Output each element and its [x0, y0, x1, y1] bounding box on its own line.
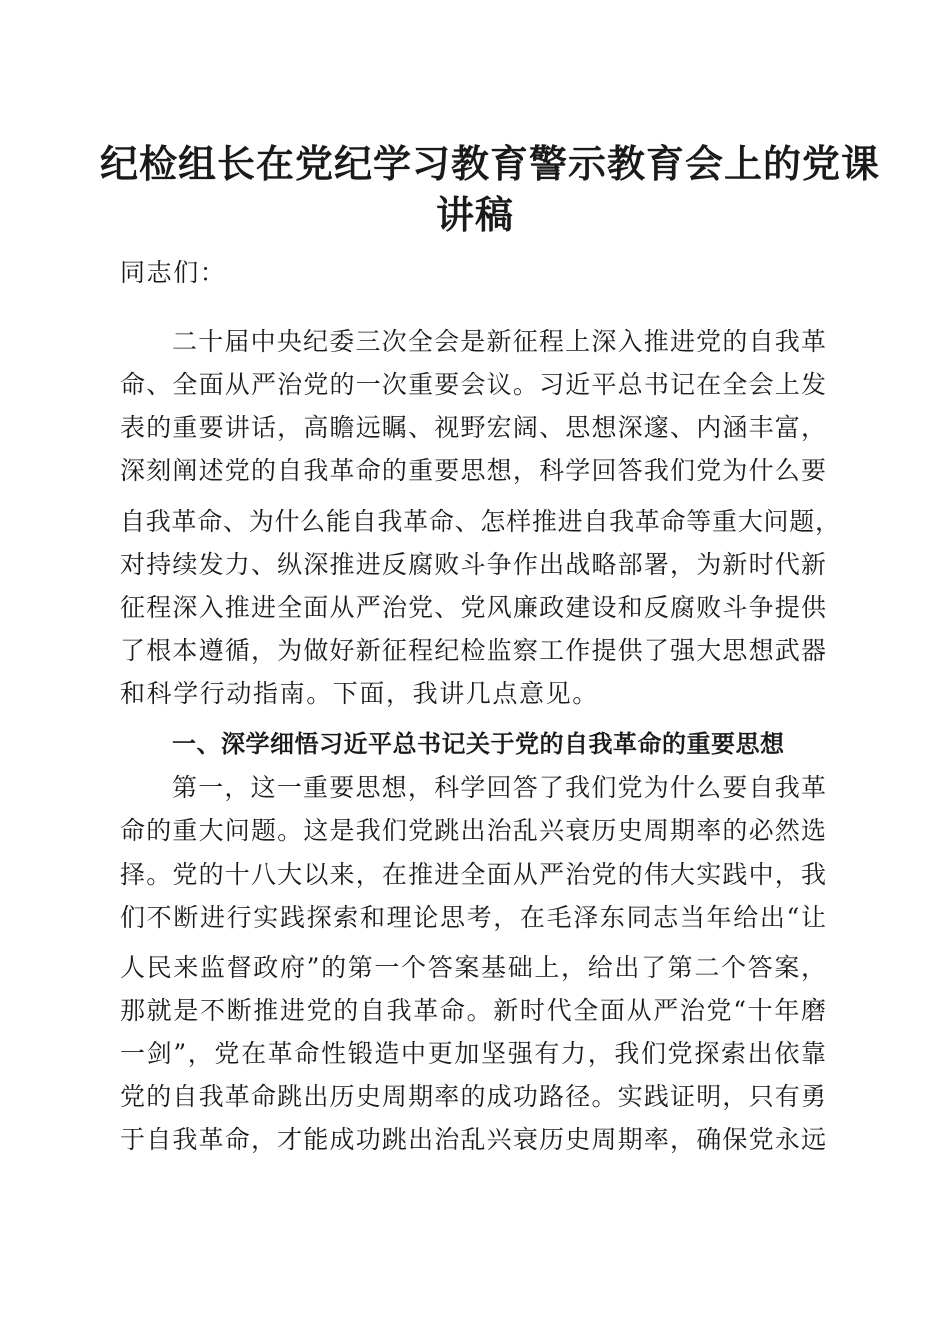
paragraph-2-line: 择。党的十八大以来，在推进全面从严治党的伟大实践中，我	[120, 860, 826, 889]
section-heading-1: 一、深学细悟习近平总书记关于党的自我革命的重要思想	[172, 730, 785, 758]
paragraph-1-line: 征程深入推进全面从严治党、党风廉政建设和反腐败斗争提供	[120, 593, 826, 622]
paragraph-1-line: 了根本遵循，为做好新征程纪检监察工作提供了强大思想武器	[120, 636, 826, 665]
paragraph-1-line: 对持续发力、纵深推进反腐败斗争作出战略部署，为新时代新	[120, 550, 826, 579]
paragraph-1-line: 深刻阐述党的自我革命的重要思想，科学回答我们党为什么要	[120, 456, 826, 485]
paragraph-1-line: 和科学行动指南。下面，我讲几点意见。	[120, 679, 599, 708]
document-title-line-2: 讲稿	[435, 192, 514, 237]
paragraph-2-line: 一剑”，党在革命性锻造中更加坚强有力，我们党探索出依靠	[120, 1039, 826, 1068]
salutation: 同志们：	[120, 258, 227, 287]
paragraph-2-line: 人民来监督政府”的第一个答案基础上，给出了第二个答案，	[120, 953, 826, 982]
paragraph-2-line: 党的自我革命跳出历史周期率的成功路径。实践证明，只有勇	[120, 1082, 826, 1111]
document-title-line-1: 纪检组长在党纪学习教育警示教育会上的党课	[100, 141, 881, 186]
paragraph-2-line: 命的重大问题。这是我们党跳出治乱兴衰历史周期率的必然选	[120, 816, 826, 845]
paragraph-1-line: 自我革命、为什么能自我革命、怎样推进自我革命等重大问题，	[120, 507, 840, 536]
paragraph-1-line: 表的重要讲话，高瞻远瞩、视野宏阔、思想深邃、内涵丰富，	[120, 413, 826, 442]
paragraph-2-line: 于自我革命，才能成功跳出治乱兴衰历史周期率，确保党永远	[120, 1125, 826, 1154]
paragraph-2-line: 那就是不断推进党的自我革命。新时代全面从严治党“十年磨	[120, 996, 826, 1025]
paragraph-2-line: 们不断进行实践探索和理论思考，在毛泽东同志当年给出“让	[120, 903, 826, 932]
paragraph-1-line: 命、全面从严治党的一次重要会议。习近平总书记在全会上发	[120, 370, 826, 399]
paragraph-2-line: 第一，这一重要思想，科学回答了我们党为什么要自我革	[172, 773, 826, 802]
paragraph-1-line: 二十届中央纪委三次全会是新征程上深入推进党的自我革	[172, 327, 826, 356]
